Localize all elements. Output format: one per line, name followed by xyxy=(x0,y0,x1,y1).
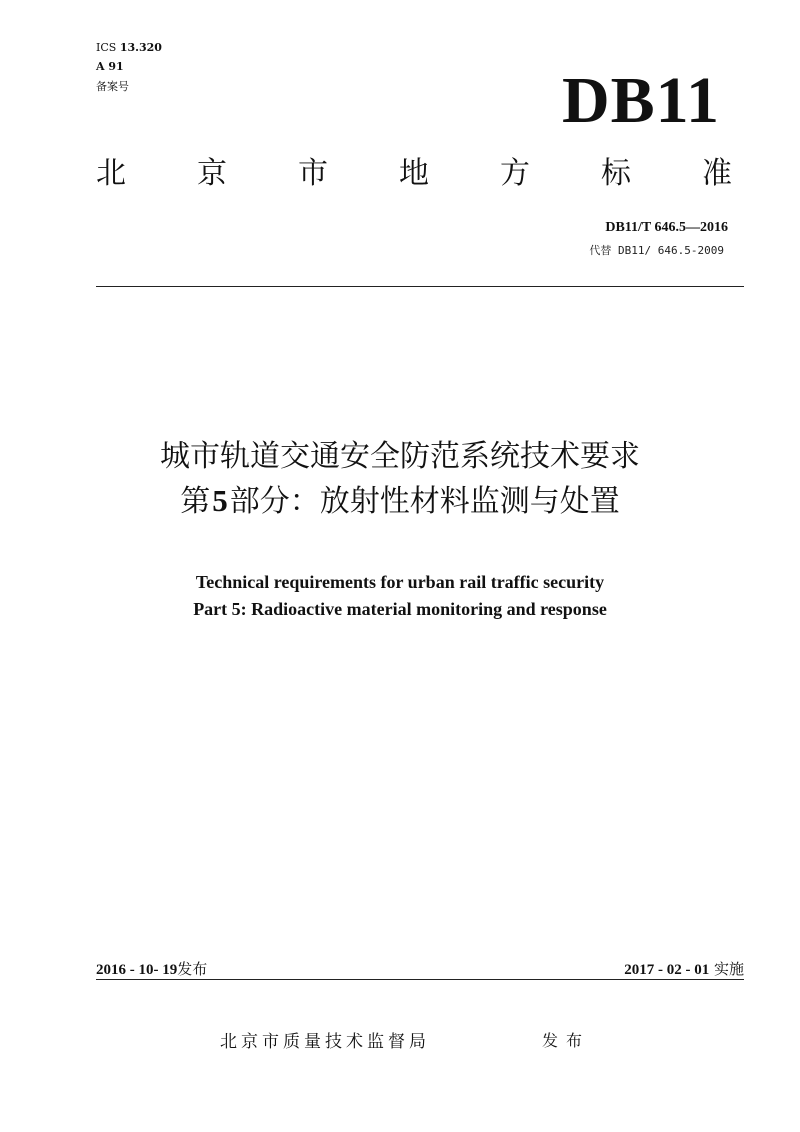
ics-label: ICS xyxy=(96,41,117,54)
issue-date: 2016 - 10- 19 xyxy=(96,962,178,978)
standard-type-char: 市 xyxy=(298,156,328,191)
standard-type-char: 地 xyxy=(399,156,429,191)
record-number-label: 备案号 xyxy=(96,80,129,93)
db-code: DB11 xyxy=(561,64,720,137)
standard-type-char: 标 xyxy=(601,156,631,191)
title-en-line1: Technical requirements for urban rail traffic security xyxy=(195,572,605,592)
standard-type-char: 北 xyxy=(96,156,126,191)
implement-date-line xyxy=(624,959,744,980)
replaces-standard: 代替 DB11/ 646.5-2009 xyxy=(589,244,724,257)
ics-code-line xyxy=(96,41,162,54)
issuing-action: 发布 xyxy=(542,1031,591,1050)
classification-line xyxy=(96,60,124,73)
implement-date: 2017 - 02 - 01 xyxy=(624,962,710,978)
title-cn-part-number: 5 xyxy=(212,483,228,518)
standard-number: DB11/T 646.5—2016 xyxy=(605,220,728,235)
issue-label: 发布 xyxy=(177,960,208,978)
title-cn-line2 xyxy=(0,481,800,522)
implement-label: 实施 xyxy=(713,960,744,978)
title-cn-part-prefix: 第 xyxy=(180,484,211,519)
issue-date-line xyxy=(96,959,207,980)
title-cn-part-rest: 部分：放射性材料监测与处置 xyxy=(229,484,620,519)
title-cn-line1: 城市轨道交通安全防范系统技术要求 xyxy=(160,439,640,474)
bottom-divider xyxy=(96,979,744,980)
top-divider xyxy=(96,286,744,287)
standard-type-char: 准 xyxy=(702,156,732,191)
standard-type-char: 方 xyxy=(500,156,530,191)
issuing-authority: 北京市质量技术监督局 xyxy=(220,1032,430,1052)
standard-type-heading xyxy=(96,154,732,194)
title-en-line2: Part 5: Radioactive material monitoring and response xyxy=(193,599,607,619)
ics-code: 13.320 xyxy=(119,41,162,54)
standard-type-char: 京 xyxy=(197,156,227,191)
classification-code: A 91 xyxy=(96,60,124,73)
